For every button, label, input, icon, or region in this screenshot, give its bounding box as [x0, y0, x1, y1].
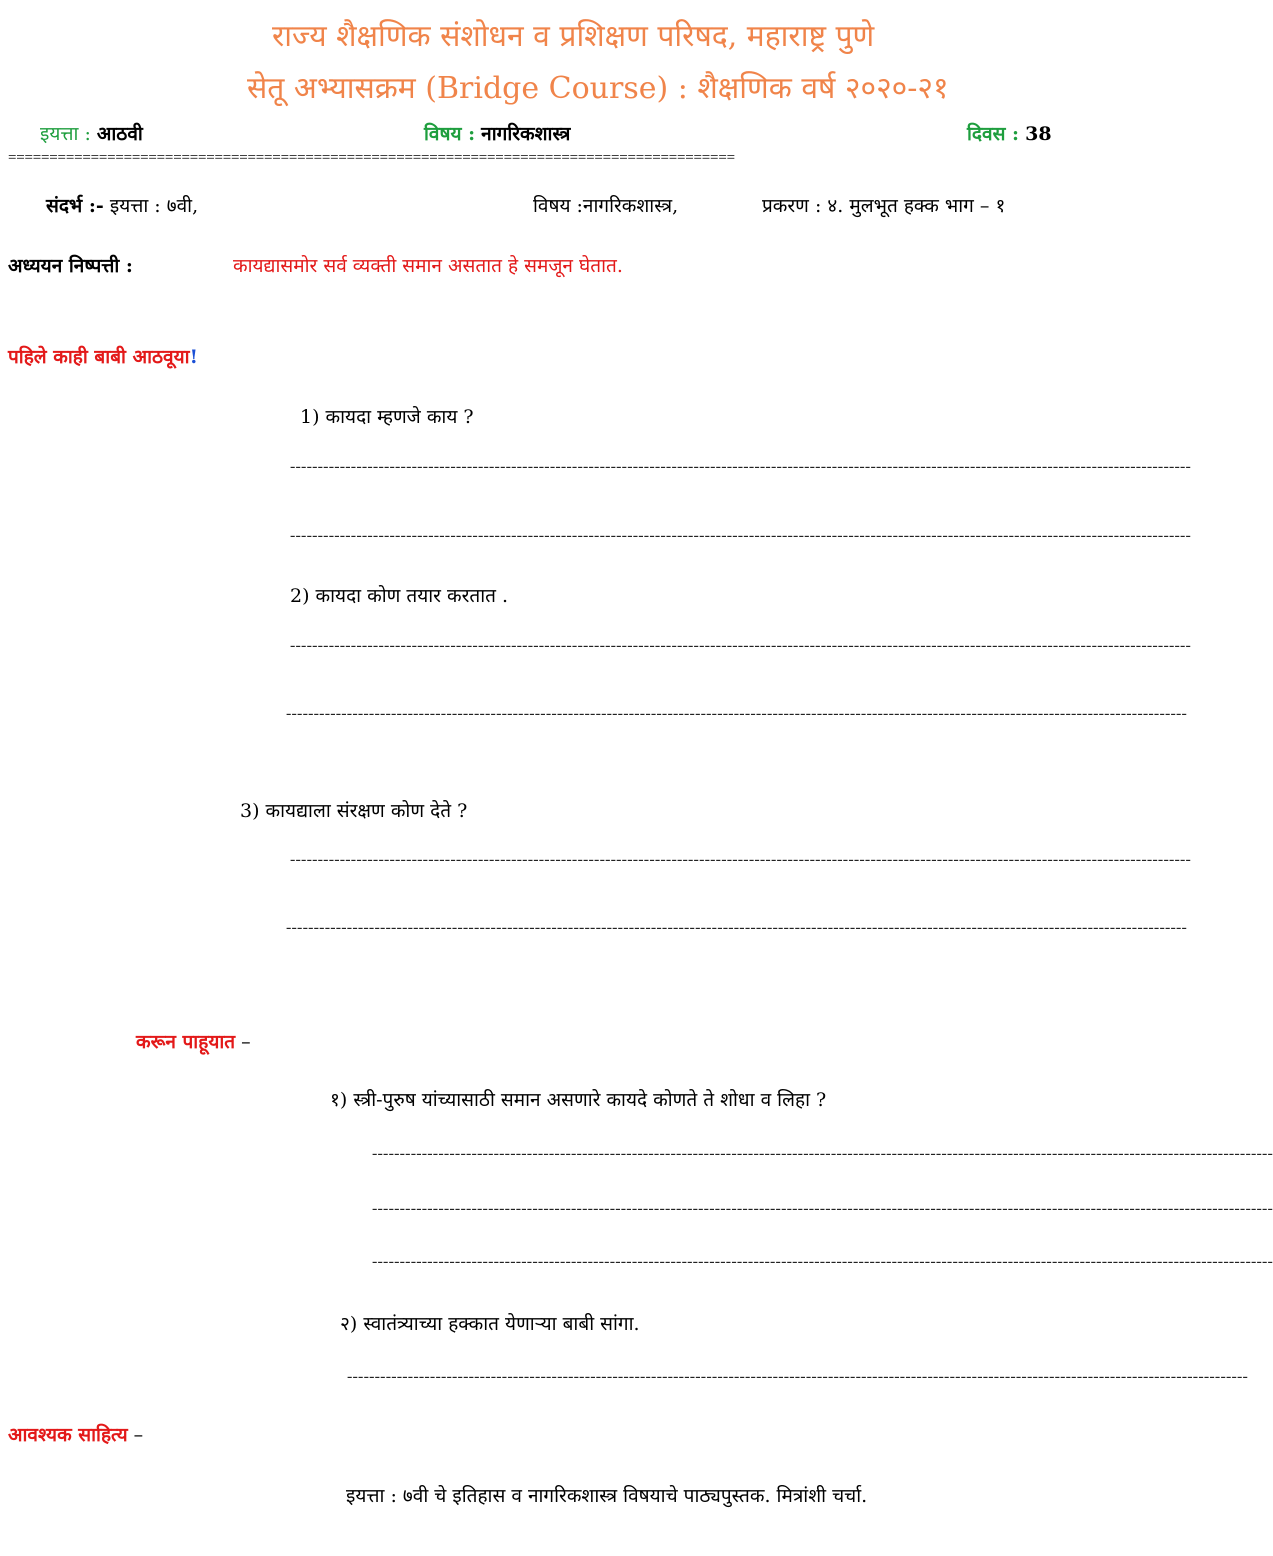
activity-question-1: १) स्त्री-पुरुष यांच्यासाठी समान असणारे कायदे कोणते ते शोधा व लिहा ? — [330, 1089, 827, 1111]
subject-info — [424, 120, 570, 146]
subject-label: विषय : — [424, 123, 476, 145]
grade-value: आठवी — [96, 123, 143, 145]
day-info — [967, 120, 1052, 146]
answer-line[interactable]: ------------------------------------------------------------------------------------------------------------------------------------------------------------------- — [347, 1368, 1249, 1385]
title-line-2: सेतू अभ्यासक्रम (Bridge Course) : शैक्षणिक वर्ष २०२०-२१ — [247, 71, 949, 106]
answer-line[interactable]: ------------------------------------------------------------------------------------------------------------------------------------------------------------------- — [372, 1253, 1273, 1270]
materials-heading — [8, 1421, 143, 1447]
answer-line[interactable]: ------------------------------------------------------------------------------------------------------------------------------------------------------------------- — [290, 851, 1192, 868]
recall-heading-text: पहिले काही बाबी आठवूया — [8, 346, 190, 368]
reference-label: संदर्भ :- — [46, 195, 104, 217]
reference-grade: इयत्ता : ७वी, — [109, 195, 199, 217]
recall-heading-mark: ! — [189, 346, 198, 368]
recall-question-3: 3) कायद्याला संरक्षण कोण देते ? — [240, 800, 468, 822]
materials-text: इयत्ता : ७वी चे इतिहास व नागरिकशास्त्र विषयाचे पाठ्यपुस्तक. मित्रांशी चर्चा. — [346, 1485, 868, 1507]
activity-heading-text: करून पाहूयात — [136, 1031, 236, 1053]
answer-line[interactable]: ------------------------------------------------------------------------------------------------------------------------------------------------------------------- — [372, 1145, 1273, 1162]
reference-subject: विषय :नागरिकशास्त्र, — [533, 195, 679, 217]
outcome-label: अध्ययन निष्पत्ती : — [8, 255, 133, 277]
answer-line[interactable]: ------------------------------------------------------------------------------------------------------------------------------------------------------------------- — [290, 637, 1192, 654]
grade-info — [40, 120, 143, 146]
recall-question-1: 1) कायदा म्हणजे काय ? — [300, 406, 474, 428]
answer-line[interactable]: ------------------------------------------------------------------------------------------------------------------------------------------------------------------- — [290, 527, 1192, 544]
title-line-1: राज्य शैक्षणिक संशोधन व प्रशिक्षण परिषद, महाराष्ट्र पुणे — [272, 19, 875, 54]
outcome-text: कायद्यासमोर सर्व व्यक्ती समान असतात हे समजून घेतात. — [233, 255, 623, 277]
activity-question-2: २) स्वातंत्र्याच्या हक्कात येणाऱ्या बाबी सांगा. — [340, 1313, 640, 1335]
recall-heading — [8, 343, 198, 369]
reference-chapter: प्रकरण : ४. मुलभूत हक्क भाग – १ — [762, 195, 1006, 217]
reference-line — [46, 192, 198, 218]
materials-heading-dash: – — [127, 1424, 144, 1446]
header-rule: ======================================================================================== — [8, 150, 735, 166]
recall-question-2: 2) कायदा कोण तयार करतात . — [290, 585, 509, 607]
grade-label: इयत्ता : — [40, 123, 91, 145]
activity-heading — [136, 1028, 251, 1054]
day-label: दिवस : — [967, 123, 1020, 145]
answer-line[interactable]: ------------------------------------------------------------------------------------------------------------------------------------------------------------------- — [286, 919, 1188, 936]
subject-value: नागरिकशास्त्र — [481, 123, 571, 145]
day-value: 38 — [1025, 123, 1052, 145]
materials-heading-text: आवश्यक साहित्य — [8, 1424, 128, 1446]
activity-heading-dash: – — [235, 1031, 251, 1053]
answer-line[interactable]: ------------------------------------------------------------------------------------------------------------------------------------------------------------------- — [290, 458, 1192, 475]
answer-line[interactable]: ------------------------------------------------------------------------------------------------------------------------------------------------------------------- — [286, 705, 1188, 722]
answer-line[interactable]: ------------------------------------------------------------------------------------------------------------------------------------------------------------------- — [372, 1200, 1273, 1217]
